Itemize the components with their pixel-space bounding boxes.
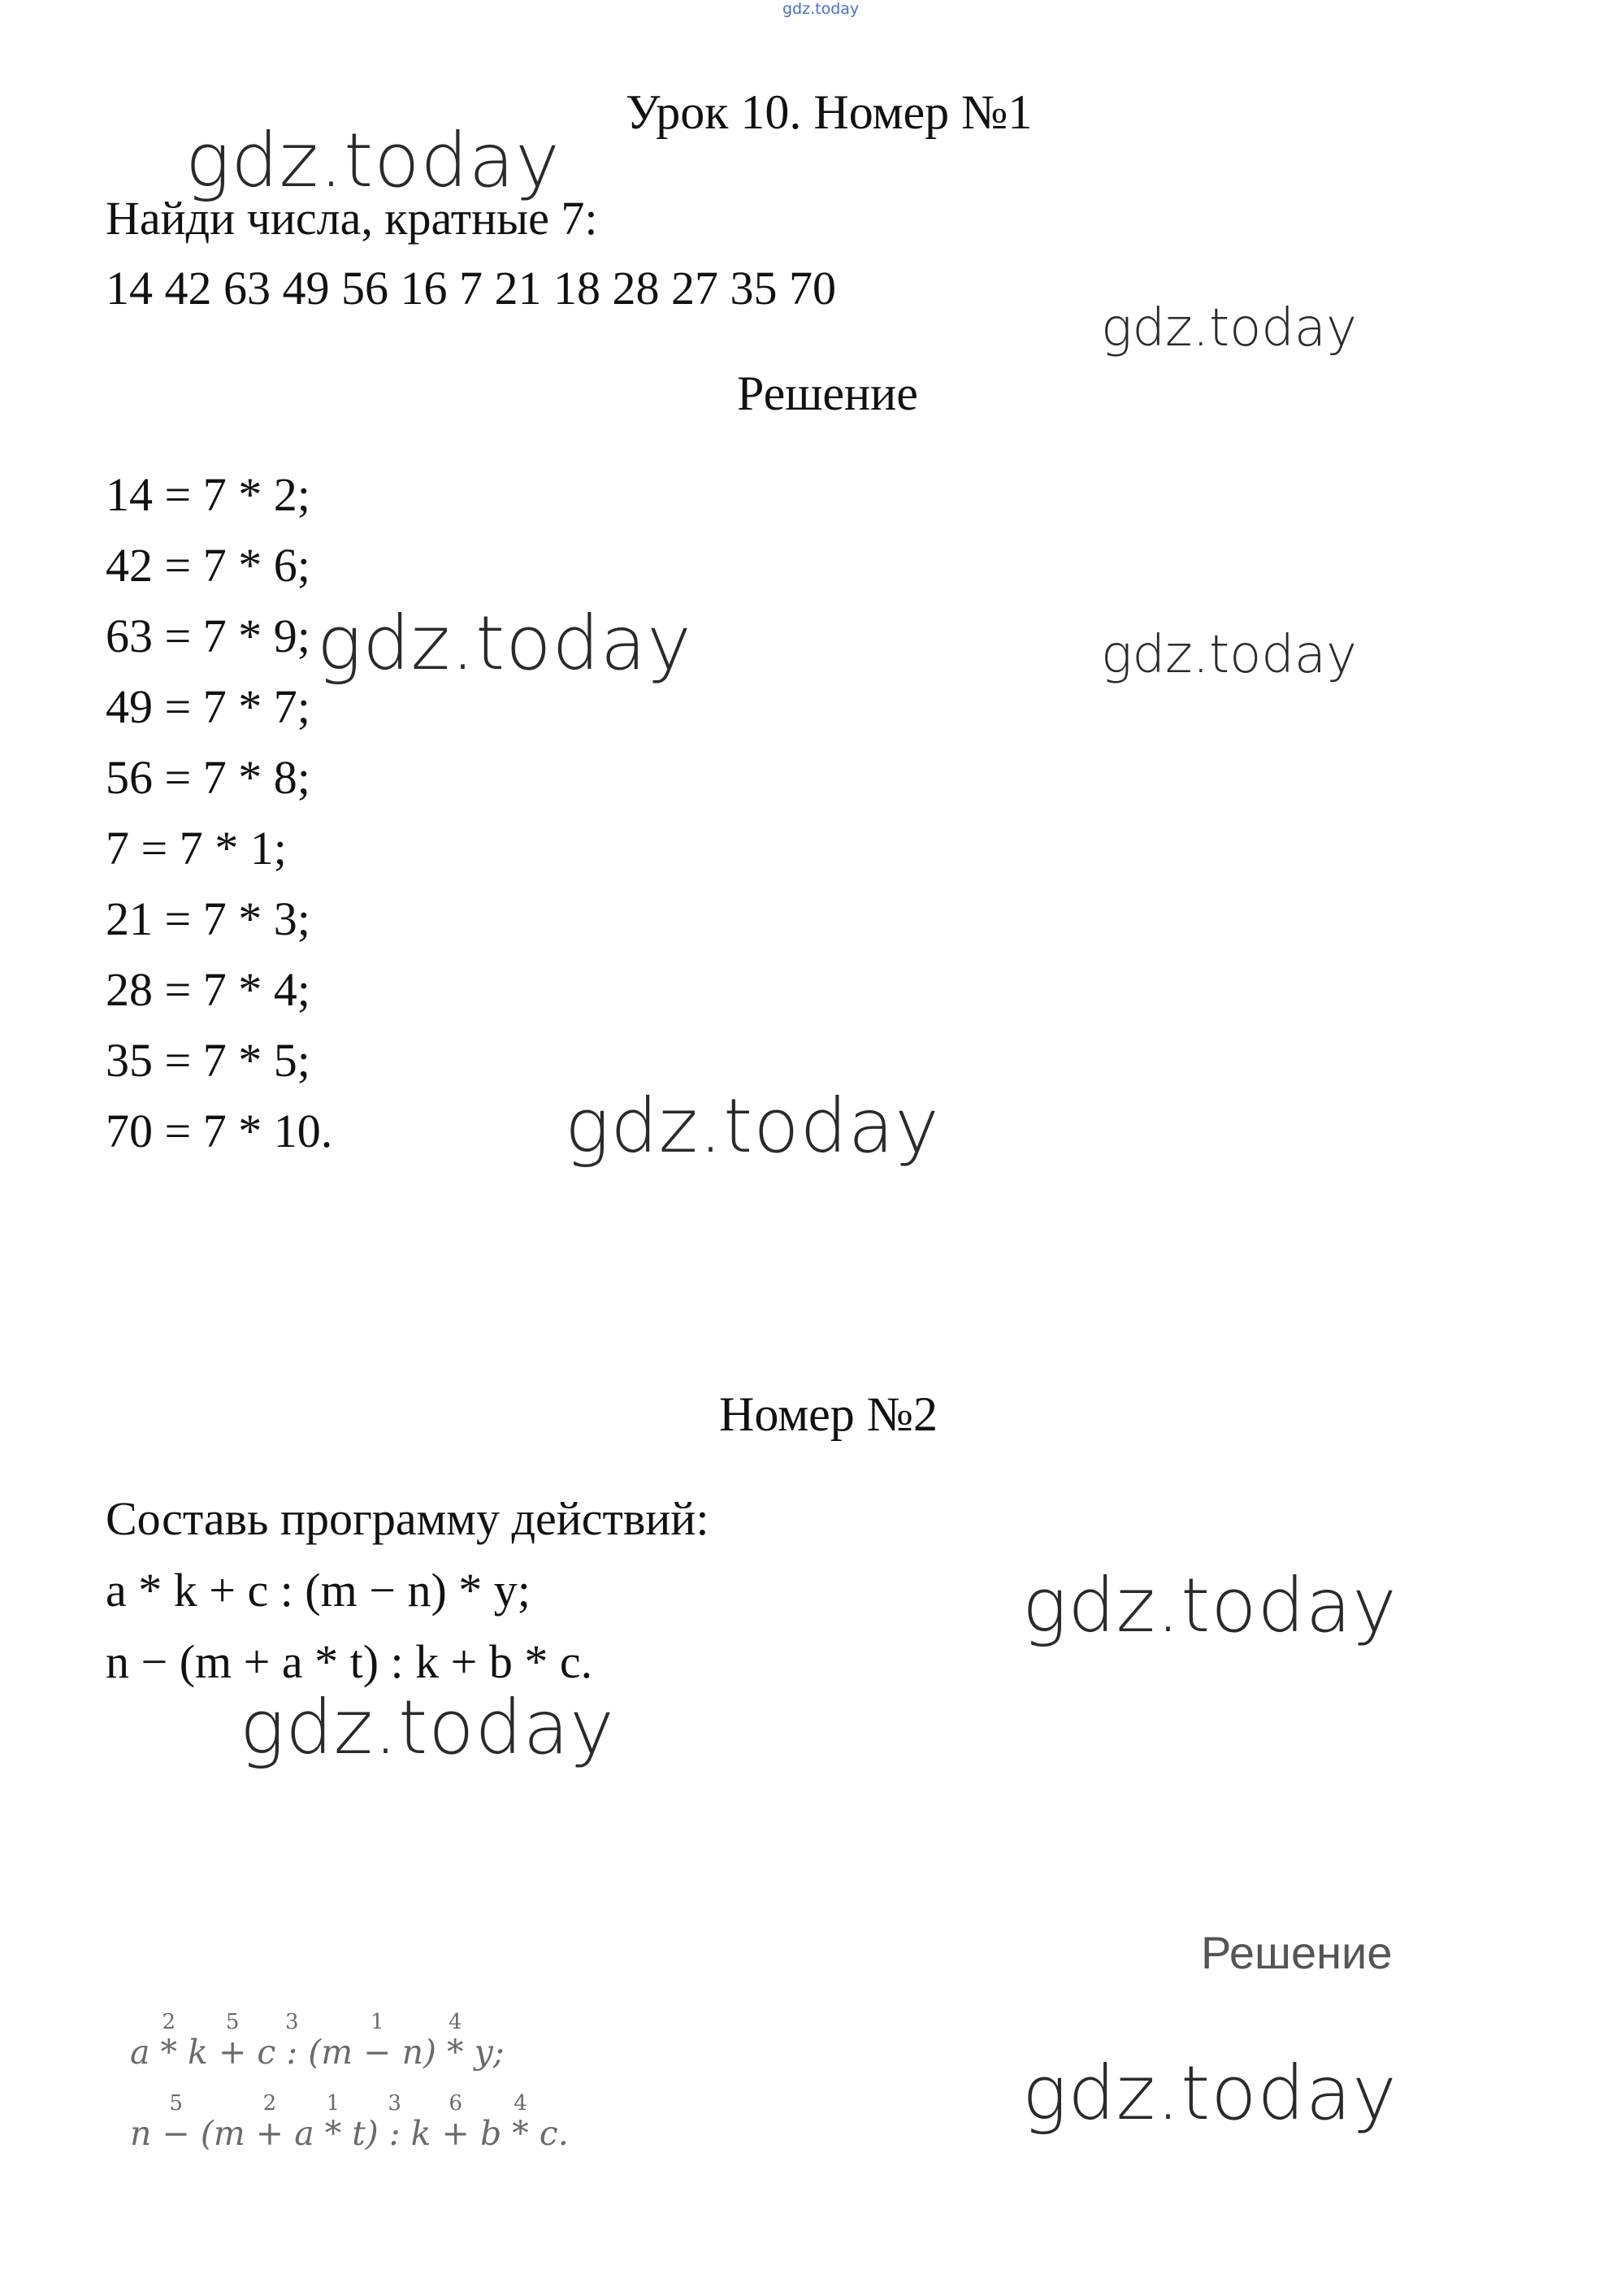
watermark: gdz.today xyxy=(240,1684,615,1771)
watermark: gdz.today xyxy=(1101,298,1357,358)
solution-image-line-2: n − 5 (m + 2 a * 1 t) : 3 k + 6 b * 4 c. xyxy=(130,2091,569,2153)
watermark: gdz.today xyxy=(1022,1562,1398,1649)
order-number: 2 xyxy=(262,2091,277,2116)
expression-line: n − (m + a * t) : k + b * c. xyxy=(106,1635,593,1688)
problem1-solution-label: Решение xyxy=(737,367,918,420)
problem2-title: Номер №2 xyxy=(719,1387,938,1441)
problem1-prompt: Найди числа, кратные 7: xyxy=(106,192,598,245)
problem2-solution-label: Решение xyxy=(1201,1927,1393,1978)
order-number: 4 xyxy=(449,2010,462,2034)
problem1-numbers: 14 42 63 49 56 16 7 21 18 28 27 35 70 xyxy=(106,262,836,315)
solution-line: 70 = 7 * 10. xyxy=(106,1105,333,1157)
watermark: gdz.today xyxy=(1101,625,1357,685)
solution-line: 28 = 7 * 4; xyxy=(106,963,310,1016)
solution-line: 14 = 7 * 2; xyxy=(106,468,310,521)
watermark: gdz.today xyxy=(317,600,692,687)
solution-line: 21 = 7 * 3; xyxy=(106,892,310,945)
watermark: gdz.today xyxy=(1022,2050,1398,2137)
order-number: 5 xyxy=(169,2091,183,2116)
order-number: 4 xyxy=(514,2091,527,2116)
order-number: 6 xyxy=(449,2091,462,2116)
solution-line: 56 = 7 * 8; xyxy=(106,751,310,804)
order-number: 2 xyxy=(162,2010,176,2034)
watermark: gdz.today xyxy=(565,1083,940,1170)
order-number: 3 xyxy=(388,2091,401,2116)
lesson-title: Урок 10. Номер №1 xyxy=(626,85,1033,139)
expression-line: a * k + c : (m − n) * y; xyxy=(106,1564,531,1617)
solution-line: 42 = 7 * 6; xyxy=(106,539,310,592)
solution-line: 49 = 7 * 7; xyxy=(106,680,310,733)
site-mark: gdz.today xyxy=(782,0,860,18)
problem2-prompt: Составь программу действий: xyxy=(106,1492,709,1545)
solution-line: 7 = 7 * 1; xyxy=(106,822,287,875)
solution-line: 63 = 7 * 9; xyxy=(106,610,310,662)
order-number: 3 xyxy=(285,2010,299,2034)
order-number: 5 xyxy=(225,2010,240,2034)
solution-image xyxy=(130,2007,601,2194)
order-number: 1 xyxy=(371,2010,384,2034)
solution-line: 35 = 7 * 5; xyxy=(106,1034,310,1087)
order-number: 1 xyxy=(326,2091,340,2116)
solution-image-line-1: a * 2 k + 5 c : 3 (m − 1 n) * 4 y; xyxy=(130,2010,505,2072)
watermark: gdz.today xyxy=(185,117,561,204)
